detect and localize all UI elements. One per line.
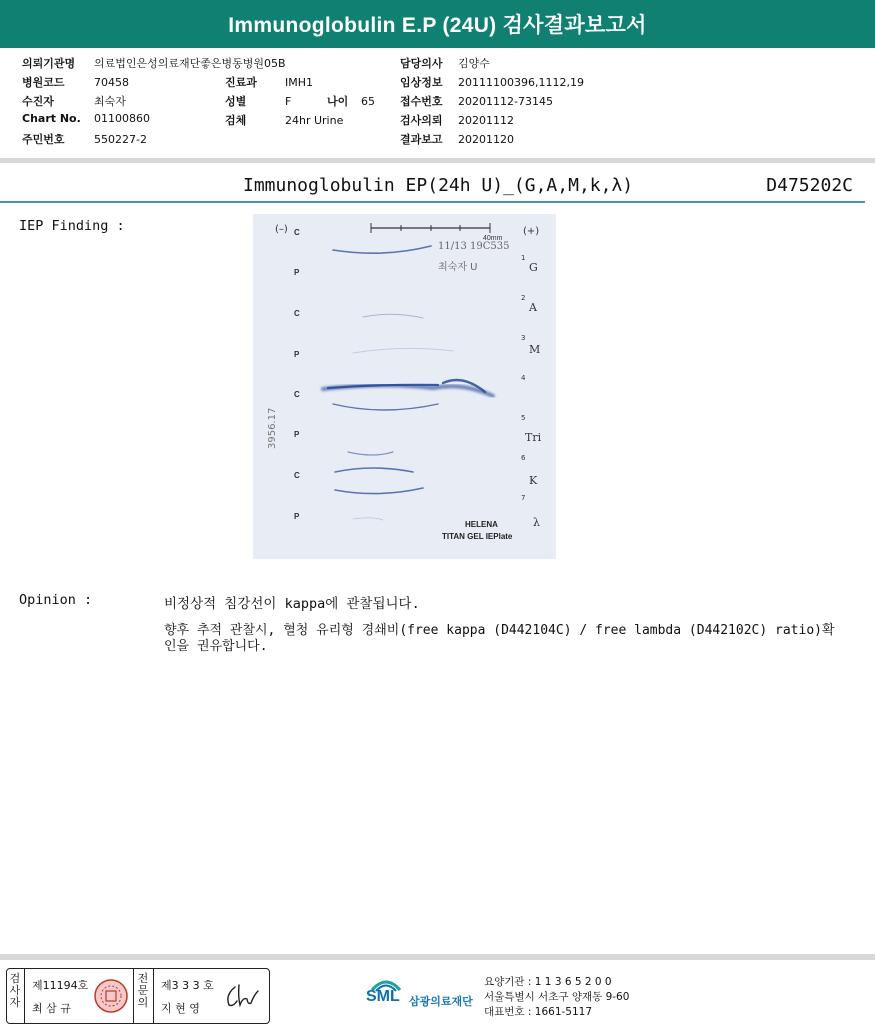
reviewer-no: 제3 3 3 호 xyxy=(161,979,214,992)
clinical-label: 임상정보 xyxy=(400,76,443,89)
side-number: 3956.17 xyxy=(267,407,278,449)
inspector-label: 검 사 자 xyxy=(9,972,21,1009)
reviewer-label: 전 문 의 xyxy=(137,972,149,1009)
gel-brand: HELENA xyxy=(465,520,498,529)
clinical-value: 20111100396,1112,19 xyxy=(458,76,584,89)
lane-tri-label: Tri xyxy=(525,431,542,444)
dept-label: 진료과 xyxy=(225,76,257,89)
reviewer-name: 지 현 영 xyxy=(161,1002,200,1015)
well-4: P xyxy=(294,350,300,359)
specimen-value: 24hr Urine xyxy=(285,114,344,127)
specimen-label: 검체 xyxy=(225,114,247,127)
request-value: 20201112 xyxy=(458,114,514,127)
well-3: C xyxy=(294,309,300,318)
inspector-name: 최 삼 규 xyxy=(32,1002,71,1015)
footer-divider xyxy=(0,954,875,960)
agency-number: 요양기관 : 1 1 3 6 5 2 0 0 xyxy=(484,976,612,988)
lane-6-num: 6 xyxy=(521,454,526,462)
well-7: C xyxy=(294,471,300,480)
gel-patient-name: 최숙자 U xyxy=(438,262,478,273)
lane-4-num: 4 xyxy=(521,374,526,382)
section-divider xyxy=(0,158,875,163)
report-title: Immunoglobulin E.P (24U) 검사결과보고서 xyxy=(0,0,875,48)
lane-m-label: M xyxy=(529,343,541,356)
dept-value: IMH1 xyxy=(285,76,314,89)
signature-box xyxy=(6,968,270,1024)
receipt-value: 20201112-73145 xyxy=(458,95,553,108)
lane-1-num: 1 xyxy=(521,254,526,262)
receipt-label: 접수번호 xyxy=(400,95,443,108)
handwritten-signature xyxy=(221,981,261,1011)
cathode-label: (–) xyxy=(275,224,288,235)
iep-finding-label: IEP Finding : xyxy=(19,218,125,234)
institution-label: 의뢰기관명 xyxy=(22,57,76,70)
institution-value: 의료법인은성의료재단좋은병동병원05B xyxy=(94,57,286,70)
resident-label: 주민번호 xyxy=(22,133,65,146)
patient-value: 최숙자 xyxy=(94,95,126,108)
lane-g-label: G xyxy=(529,261,538,274)
age-label: 나이 xyxy=(327,95,349,108)
sex-label: 성별 xyxy=(225,95,247,108)
chart-label: Chart No. xyxy=(22,112,81,125)
well-1: C xyxy=(294,228,300,237)
age-value: 65 xyxy=(361,95,375,108)
anode-label: (+) xyxy=(523,226,540,237)
lane-lambda-label: λ xyxy=(533,516,540,529)
doctor-label: 담당의사 xyxy=(400,57,443,70)
sex-value: F xyxy=(285,95,292,108)
org-name: 삼광의료재단 xyxy=(409,995,473,1008)
hospital-code-label: 병원코드 xyxy=(22,76,65,89)
address: 서울특별시 서초구 양재동 9-60 xyxy=(484,991,630,1003)
well-6: P xyxy=(294,430,300,439)
hospital-code-value: 70458 xyxy=(94,76,129,89)
seal-stamp-icon xyxy=(93,978,129,1014)
gel-plate-name: TITAN GEL IEPlate xyxy=(442,532,513,541)
lane-2-num: 2 xyxy=(521,294,526,302)
test-name: Immunoglobulin EP(24h U)_(G,A,M,k,λ) xyxy=(243,175,634,196)
lane-k-label: K xyxy=(529,474,538,487)
resident-value: 550227-2 xyxy=(94,133,147,146)
lane-5-num: 5 xyxy=(521,414,526,422)
report-date-label: 결과보고 xyxy=(400,133,443,146)
logo-text: SML xyxy=(366,988,400,1005)
patient-label: 수진자 xyxy=(22,95,54,108)
electrophoresis-gel-image xyxy=(253,214,556,559)
lane-a-label: A xyxy=(529,301,537,314)
report-date-value: 20201120 xyxy=(458,133,514,146)
opinion-text-2: 향후 추적 관찰시, 혈청 유리형 경쇄비(free kappa (D442104C) / free lambda (D442102C) ratio)확인을 권유합니다. xyxy=(164,623,835,654)
contact-info xyxy=(484,975,629,1020)
opinion-label: Opinion : xyxy=(19,592,93,608)
lane-3-num: 3 xyxy=(521,334,526,342)
opinion-text-1: 비정상적 침강선이 kappa에 관찰됩니다. xyxy=(164,596,420,612)
well-2: P xyxy=(294,268,300,277)
lane-7-num: 7 xyxy=(521,494,526,502)
well-8: P xyxy=(294,512,300,521)
scale-label: 40mm xyxy=(483,235,503,242)
doctor-value: 김양수 xyxy=(458,57,490,70)
report-footer xyxy=(0,962,875,1033)
inspector-no: 제11194호 xyxy=(32,979,89,992)
chart-value: 01100860 xyxy=(94,112,150,125)
test-header xyxy=(0,173,865,203)
well-5: C xyxy=(294,390,300,399)
sample-id: 11/13 19C535 xyxy=(438,241,510,252)
request-label: 검사의뢰 xyxy=(400,114,443,127)
phone-number: 대표번호 : 1661-5117 xyxy=(484,1006,593,1018)
test-code: D475202C xyxy=(766,175,853,196)
